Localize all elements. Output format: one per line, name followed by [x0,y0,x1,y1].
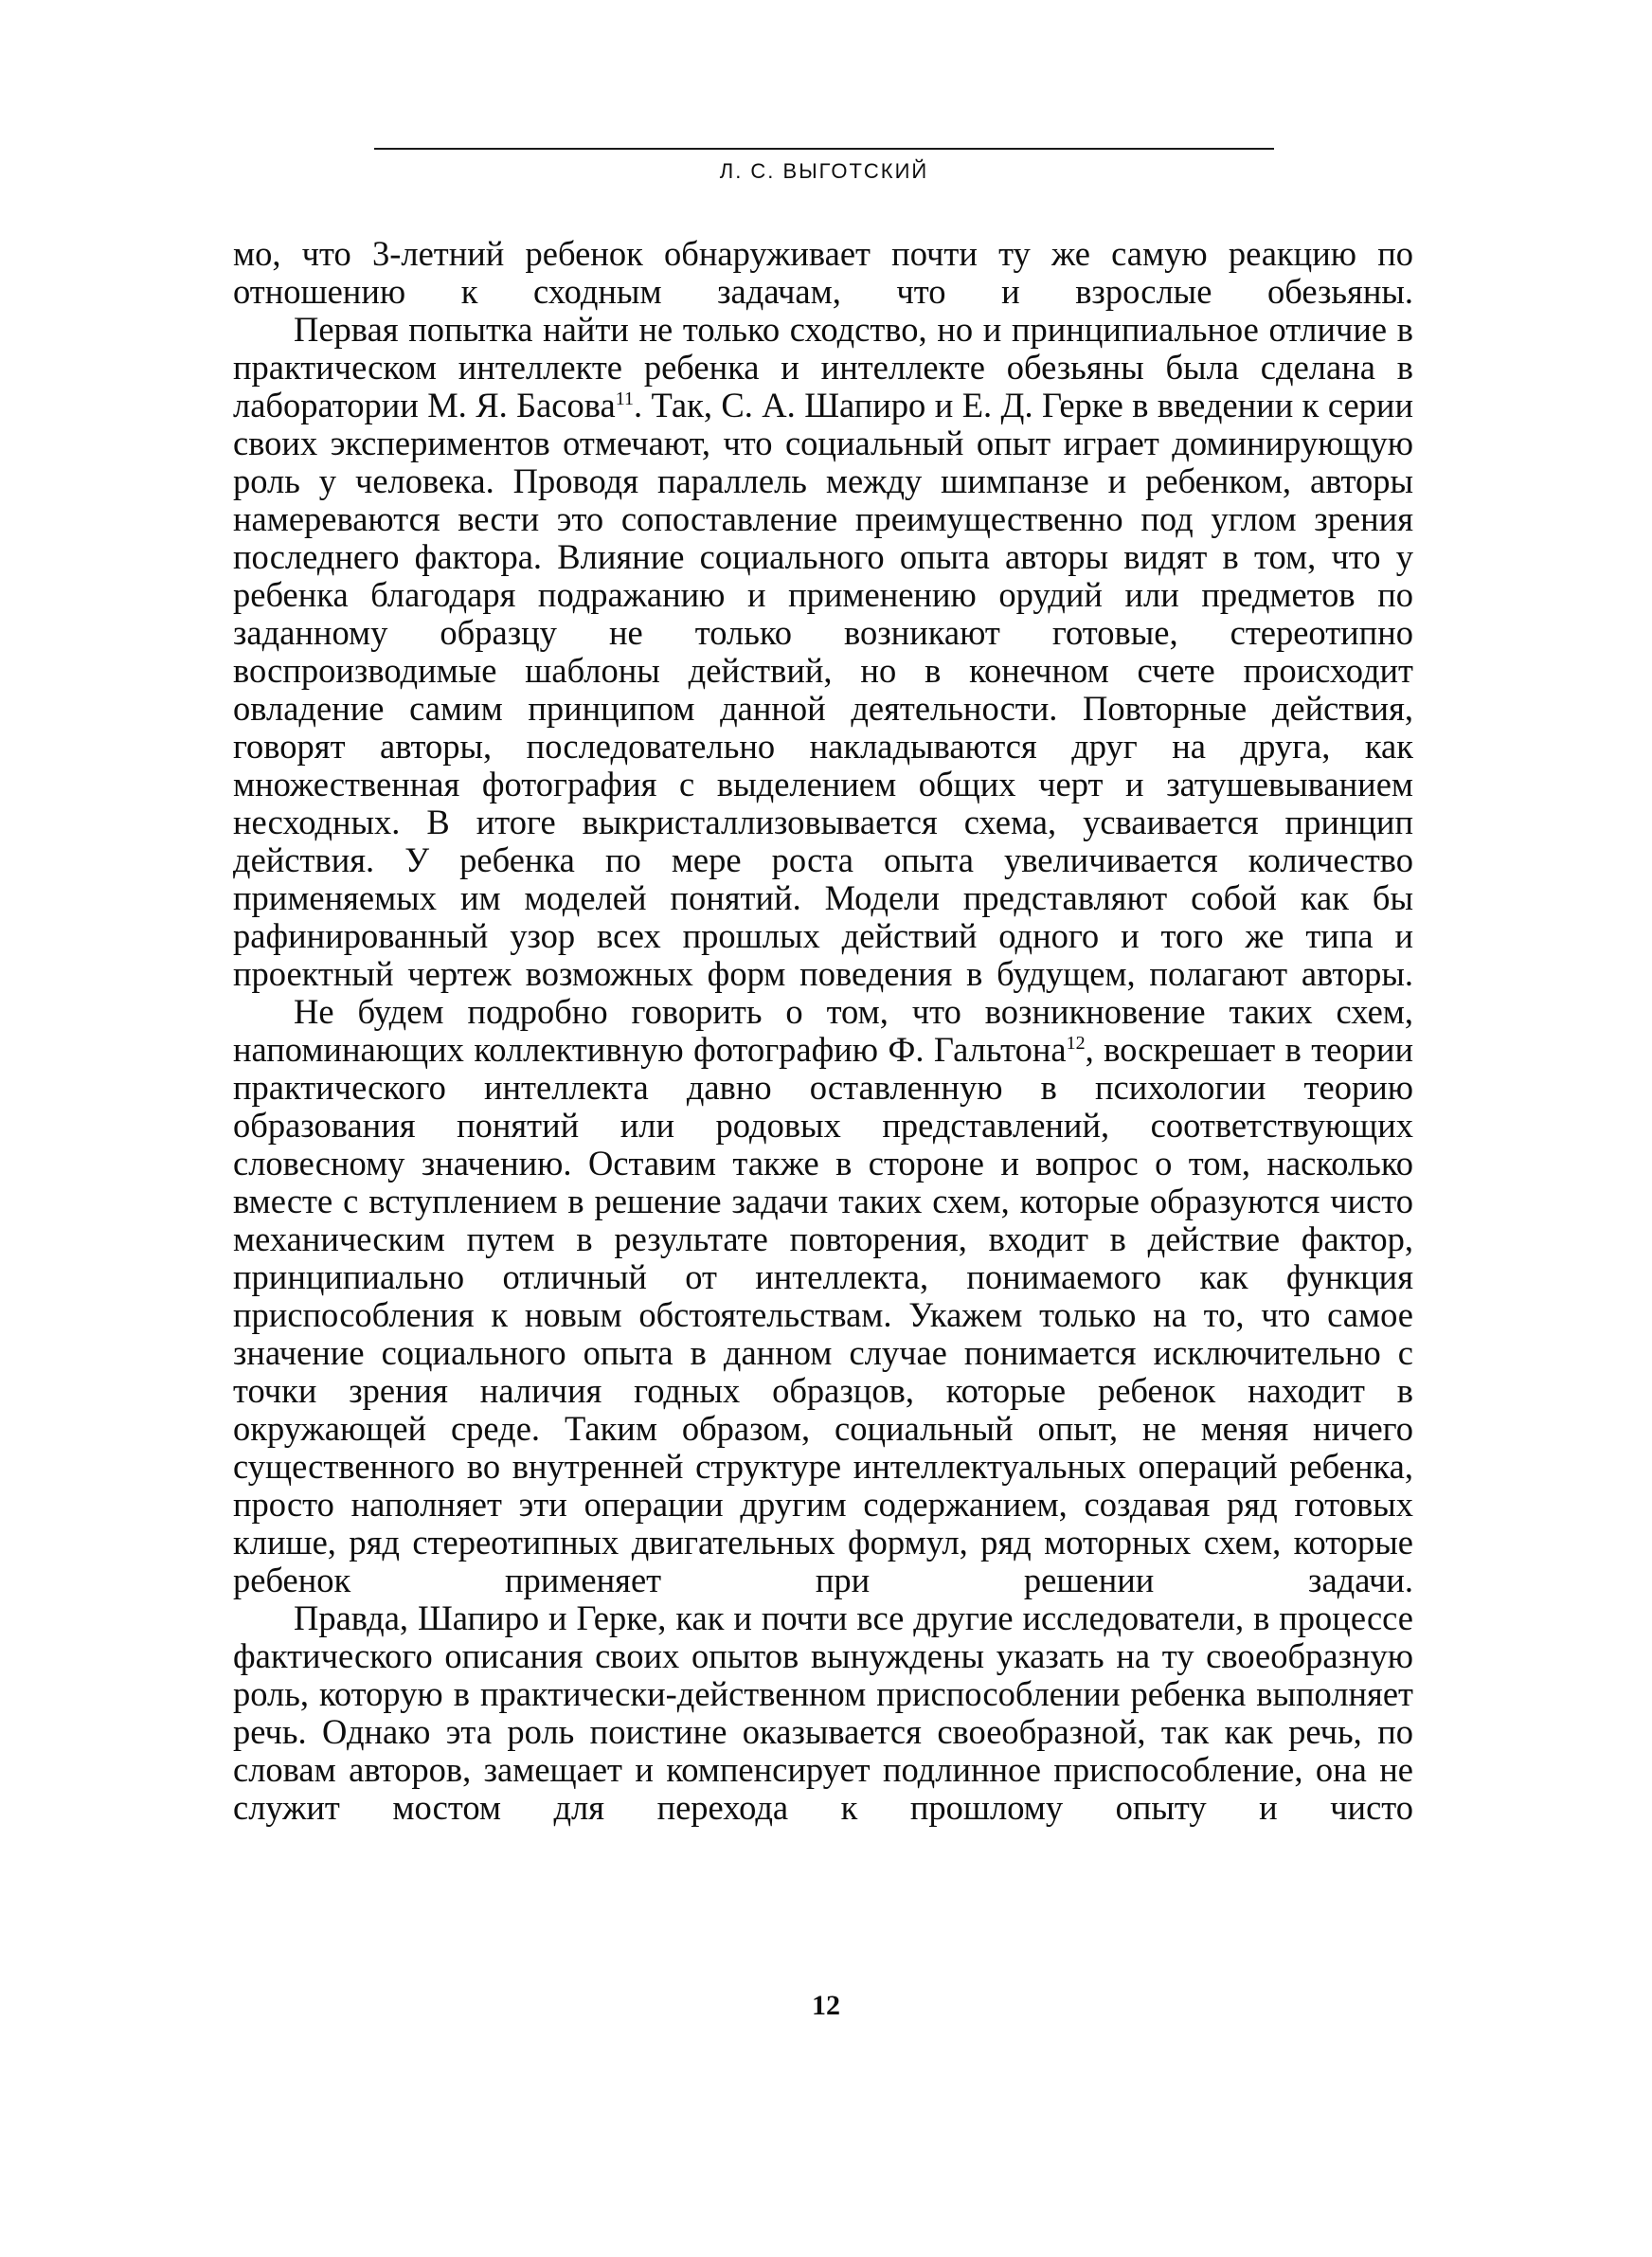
running-head: Л. С. ВЫГОТСКИЙ [719,159,929,183]
paragraph-2-part-b: . Так, С. А. Шапиро и Е. Д. Герке в введении к серии своих экспериментов отмечают, что социальный опыт играет доминирующую роль у человека. Проводя параллель между шимпанзе и ребенком, авторы намереваются вести это сопоставление преимущественно под углом зрения последнего фактора. Влияние социального опыта авторы видят в том, что у ребенка благодаря подражанию и применению орудий или предметов по заданному образцу не только возникают готовые, стереотипно воспроизводимые шаблоны действий, но в конечном счете происходит овладение самим принципом данной деятельности. Повторные действия, говорят авторы, последовательно накладываются друг на друга, как множественная фотография с выделением общих черт и затушевыванием несходных. В итоге выкристаллизовывается схема, усваивается принцип действия. У ребенка по мере роста опыта увеличивается количество применяемых им моделей понятий. Модели представляют собой как бы рафинированный узор всех прошлых действий одного и того же типа и проектный чертеж возможных форм поведения в будущем, полагают авторы. [233,386,1413,993]
header-rule [374,148,1274,150]
body-text [233,235,1413,1827]
paragraph-1: мо, что 3-летний ребенок обнаруживает почти ту же самую реакцию по отношению к сходным задачам, что и взрослые обезьяны. [233,234,1413,311]
paragraph-3-part-b: , воскрешает в теории практического интеллекта давно оставленную в психологии теорию образования понятий или родовых представлений, соответствующих словесному значению. Оставим также в стороне и вопрос о том, насколько вместе с вступлением в решение задачи таких схем, которые образуются чисто механическим путем в результате повторения, входит в действие фактор, принципиально отличный от интеллекта, понимаемого как функция приспособления к новым обстоятельствам. Укажем только на то, что самое значение социального опыта в данном случае понимается исключительно с точки зрения наличия годных образцов, которые ребенок находит в окружающей среде. Таким образом, социальный опыт, не меняя ничего существенного во внутренней структуре интеллектуальных операций ребенка, просто наполняет эти операции другим содержанием, создавая ряд готовых клише, ряд стереотипных двигательных формул, ряд моторных схем, которые ребенок применяет при решении задачи. [233,1030,1413,1599]
paragraph-3-part-a: Не будем подробно говорить о том, что возникновение таких схем, напоминающих коллективную фотографию Ф. Гальтона [233,992,1413,1069]
paragraph-2 [233,311,1413,993]
paragraph-3 [233,993,1413,1599]
paragraph-4: Правда, Шапиро и Герке, как и почти все другие исследователи, в процессе фактического описания своих опытов вынуждены указать на ту своеобразную роль, которую в практически-действенном приспособлении ребенка выполняет речь. Однако эта роль поистине оказывается своеобразной, так как речь, по словам авторов, замещает и компенсирует подлинное приспособление, она не служит мостом для перехода к прошлому опыту и чисто [233,1598,1413,1827]
footnote-ref-11: 11 [615,388,634,409]
paragraph-2-part-a: Первая попытка найти не только сходство, но и принципиальное отличие в практическом интеллекте ребенка и интеллекте обезьяны была сделана в лаборатории М. Я. Басова [233,310,1413,424]
page-number: 12 [812,1990,840,2021]
footnote-ref-12: 12 [1066,1032,1086,1054]
